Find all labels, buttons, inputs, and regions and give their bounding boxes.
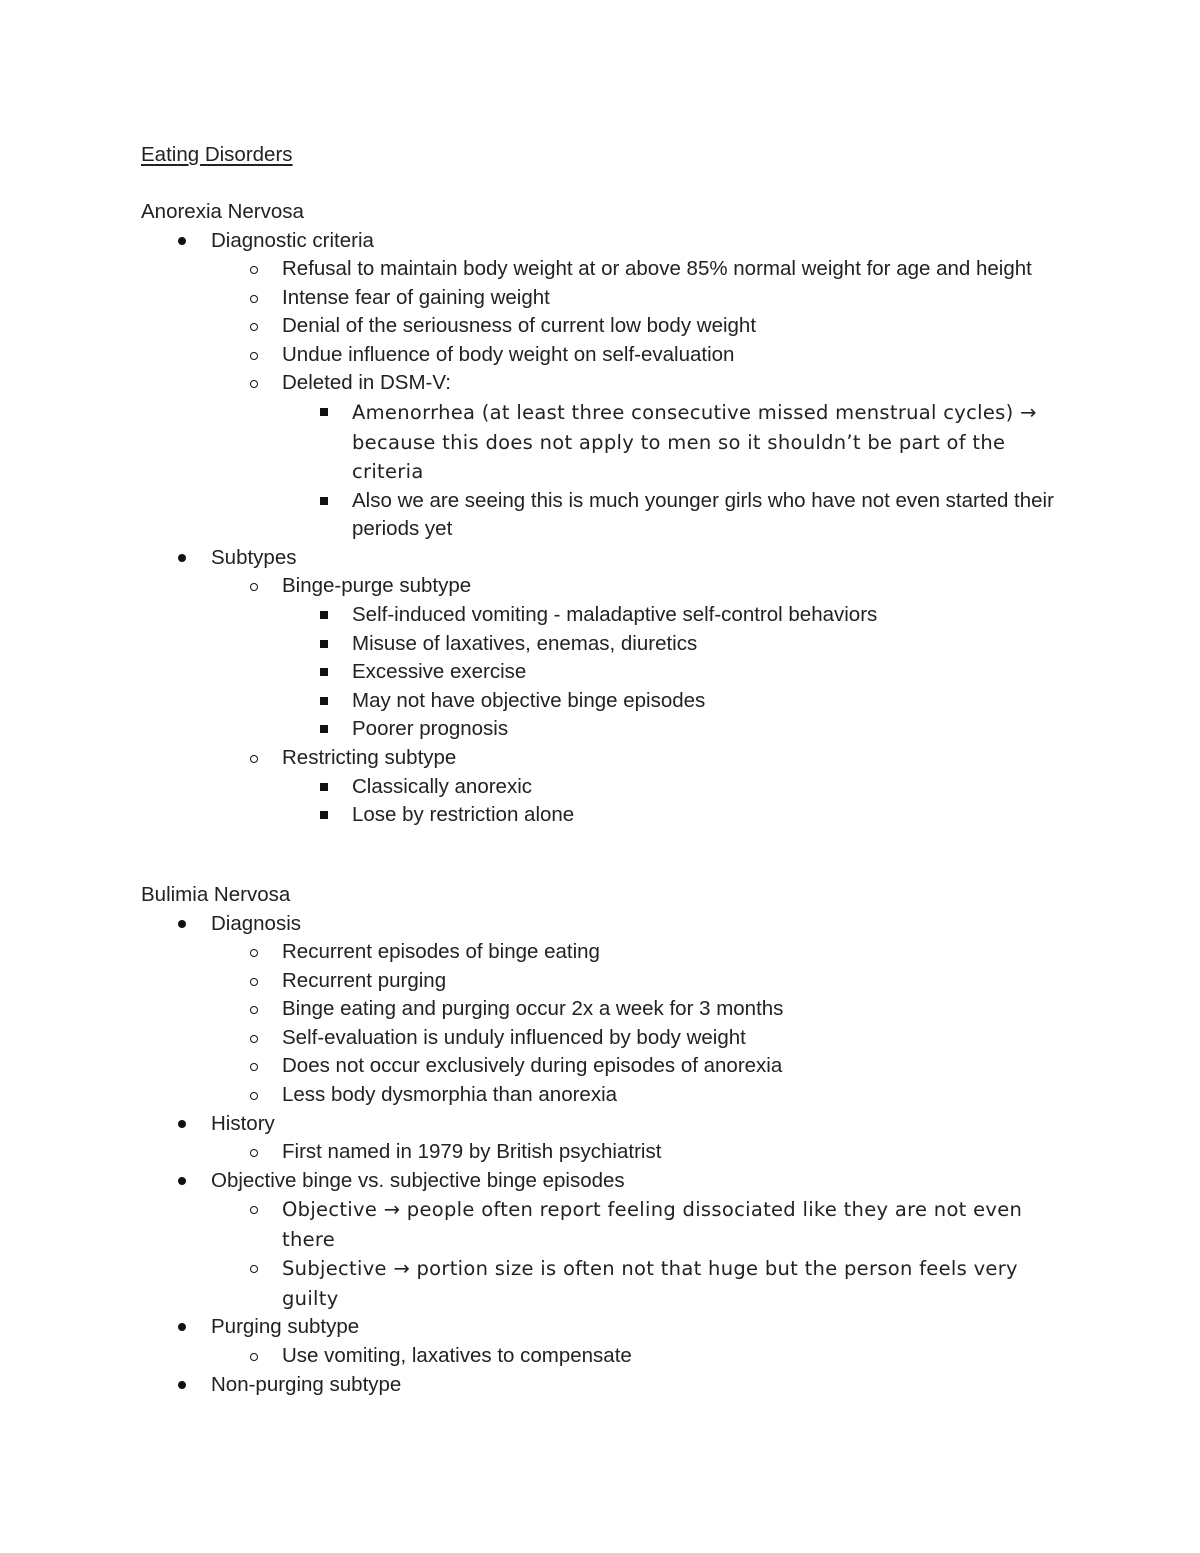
binge-purge-item: Excessive exercise [352, 660, 527, 684]
anorexia-list [141, 227, 1071, 830]
purging-list [211, 1342, 1071, 1371]
bullet-ring-icon [250, 755, 258, 763]
list-item [211, 1254, 1071, 1313]
bullet-square-icon [320, 783, 328, 791]
binge-purge-item: Poorer prognosis [352, 717, 509, 741]
anorexia-section [141, 198, 1071, 830]
list-item [282, 601, 1071, 630]
list-item [211, 1138, 1071, 1167]
list-item [141, 227, 1071, 544]
restricting-item: Lose by restriction alone [352, 803, 575, 827]
subtypes-list [211, 572, 1071, 829]
diagnosis-item: Recurrent episodes of binge eating [282, 940, 600, 964]
binge-purge-item: Self-induced vomiting - maladaptive self-control behaviors [352, 602, 878, 626]
bullet-ring-icon [250, 1092, 258, 1100]
diagnosis-item: Binge eating and purging occur 2x a week for 3 months [282, 997, 784, 1021]
diagnostic-criteria-label: Diagnostic criteria [211, 228, 374, 252]
list-item [282, 658, 1071, 687]
restricting-label: Restricting subtype [282, 745, 457, 769]
bullet-ring-icon [250, 1149, 258, 1157]
diagnostic-criteria-list [211, 255, 1071, 544]
bullet-dot-icon [178, 554, 186, 562]
list-item [282, 487, 1071, 544]
bullet-dot-icon [178, 1323, 186, 1331]
deleted-item: Also we are seeing this is much younger girls who have not even started their periods yet [352, 488, 1054, 541]
list-item [211, 1342, 1071, 1371]
purging-item: Use vomiting, laxatives to compensate [282, 1344, 632, 1368]
bullet-ring-icon [250, 1206, 258, 1214]
bullet-ring-icon [250, 1353, 258, 1361]
list-item [211, 1195, 1071, 1254]
bullet-ring-icon [250, 949, 258, 957]
deleted-item: Amenorrhea (at least three consecutive missed menstrual cycles) → because this does not apply to men so it shouldn’t be part of the criteria [352, 401, 1037, 484]
list-item [141, 1371, 1071, 1400]
list-item [211, 284, 1071, 313]
restricting-item: Classically anorexic [352, 774, 533, 798]
list-item [211, 255, 1071, 284]
diagnosis-item: Recurrent purging [282, 968, 447, 992]
diagnosis-item: Less body dysmorphia than anorexia [282, 1083, 618, 1107]
list-item [211, 1024, 1071, 1053]
bullet-ring-icon [250, 323, 258, 331]
bullet-dot-icon [178, 1120, 186, 1128]
diagnosis-label: Diagnosis [211, 911, 302, 935]
list-item [211, 341, 1071, 370]
non-purging-label: Non-purging subtype [211, 1372, 402, 1396]
binge-type-item: Objective → people often report feeling dissociated like they are not even there [282, 1198, 1023, 1251]
anorexia-heading: Anorexia Nervosa [141, 200, 304, 223]
history-item: First named in 1979 by British psychiatrist [282, 1140, 662, 1164]
list-item [211, 312, 1071, 341]
list-item [282, 773, 1071, 802]
bullet-square-icon [320, 408, 328, 416]
list-item [211, 938, 1071, 967]
binge-types-label: Objective binge vs. subjective binge episodes [211, 1168, 625, 1192]
criteria-item: Intense fear of gaining weight [282, 285, 550, 309]
criteria-item: Deleted in DSM-V: [282, 371, 451, 395]
history-label: History [211, 1111, 275, 1135]
bullet-ring-icon [250, 266, 258, 274]
list-item [211, 1081, 1071, 1110]
list-item [282, 715, 1071, 744]
deleted-criteria-list [282, 398, 1071, 544]
bullet-square-icon [320, 697, 328, 705]
bullet-ring-icon [250, 380, 258, 388]
bullet-dot-icon [178, 1177, 186, 1185]
list-item [282, 630, 1071, 659]
bulimia-heading: Bulimia Nervosa [141, 883, 291, 906]
binge-purge-item: Misuse of laxatives, enemas, diuretics [352, 631, 698, 655]
list-item [211, 967, 1071, 996]
criteria-item: Denial of the seriousness of current low body weight [282, 314, 757, 338]
bullet-ring-icon [250, 1265, 258, 1273]
bullet-dot-icon [178, 237, 186, 245]
subtypes-label: Subtypes [211, 545, 297, 569]
bulimia-list [141, 910, 1071, 1400]
list-item [211, 744, 1071, 830]
bullet-ring-icon [250, 1006, 258, 1014]
list-item [141, 1167, 1071, 1314]
list-item [282, 687, 1071, 716]
purging-label: Purging subtype [211, 1315, 360, 1339]
bullet-square-icon [320, 640, 328, 648]
criteria-item: Undue influence of body weight on self-evaluation [282, 342, 735, 366]
list-item [141, 910, 1071, 1110]
list-item [282, 398, 1071, 487]
list-item [282, 801, 1071, 830]
diagnosis-item: Does not occur exclusively during episodes of anorexia [282, 1054, 783, 1078]
bullet-dot-icon [178, 1381, 186, 1389]
bullet-square-icon [320, 725, 328, 733]
restricting-list [282, 773, 1071, 830]
page-title: Eating Disorders [141, 143, 293, 166]
history-list [211, 1138, 1071, 1167]
binge-types-list [211, 1195, 1071, 1313]
bullet-square-icon [320, 611, 328, 619]
criteria-item: Refusal to maintain body weight at or above 85% normal weight for age and height [282, 257, 1032, 281]
list-item [141, 1110, 1071, 1167]
list-item [141, 544, 1071, 830]
diagnosis-list [211, 938, 1071, 1110]
bullet-square-icon [320, 811, 328, 819]
list-item [211, 572, 1071, 744]
list-item [211, 369, 1071, 543]
binge-purge-item: May not have objective binge episodes [352, 688, 706, 712]
list-item [211, 1052, 1071, 1081]
bullet-ring-icon [250, 583, 258, 591]
bullet-dot-icon [178, 920, 186, 928]
bulimia-section [141, 881, 1071, 1399]
bullet-ring-icon [250, 1063, 258, 1071]
bullet-ring-icon [250, 295, 258, 303]
binge-type-item: Subjective → portion size is often not that huge but the person feels very guilty [282, 1257, 1018, 1310]
binge-purge-label: Binge-purge subtype [282, 574, 472, 598]
bullet-square-icon [320, 497, 328, 505]
list-item [211, 995, 1071, 1024]
bullet-ring-icon [250, 1035, 258, 1043]
list-item [141, 1313, 1071, 1370]
bullet-ring-icon [250, 352, 258, 360]
diagnosis-item: Self-evaluation is unduly influenced by body weight [282, 1025, 746, 1049]
bullet-ring-icon [250, 978, 258, 986]
binge-purge-list [282, 601, 1071, 744]
bullet-square-icon [320, 668, 328, 676]
